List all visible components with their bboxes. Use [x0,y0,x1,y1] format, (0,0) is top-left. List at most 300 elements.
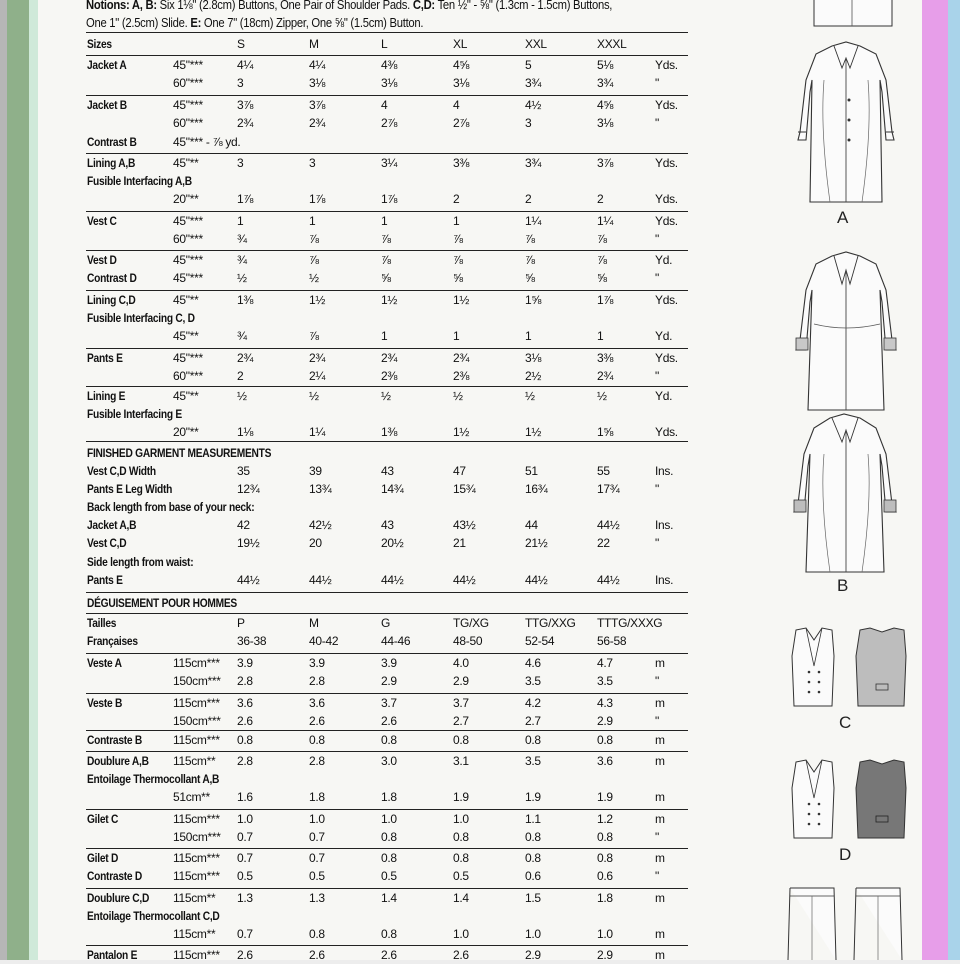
size-value: 1⅞ [237,192,254,206]
size-value: 2.9 [453,674,469,688]
size-value: 2.8 [309,754,325,768]
size-value: 1⅜ [237,293,254,307]
section-heading: DÉGUISEMENT POUR HOMMES [87,596,237,610]
size-value: 2.6 [381,714,397,728]
size-value: 2.6 [309,714,325,728]
row-label: Lining A,B [87,156,136,170]
unit: Ins. [655,518,674,532]
fabric-width: 150cm*** [173,714,221,728]
notions-lead-ab: Notions: A, B: [86,0,157,12]
unit: Yds. [655,98,678,112]
size-value: 0.5 [381,869,397,883]
size-value: M [309,616,319,630]
size-value: 1 [237,214,244,228]
jacket-b-sketch [786,412,904,578]
row-label: Contrast B [87,135,137,149]
size-value: 2¾ [237,351,254,365]
size-value: ½ [453,389,463,403]
row-label: Entoilage Thermocollant A,B [87,772,220,786]
unit: Ins. [655,573,674,587]
row-label: Lining E [87,389,126,403]
size-value: 0.8 [453,830,469,844]
row-label: Veste B [87,696,123,710]
size-value: ½ [309,389,319,403]
row-label: Contraste D [87,869,143,883]
row-label: Sizes [87,37,112,51]
size-value: 0.7 [309,830,325,844]
size-value: 44½ [597,518,620,532]
metrage-row [0,731,960,749]
size-value: 2¾ [453,351,470,365]
unit: Yds. [655,192,678,206]
size-value: XL [453,37,468,51]
size-value: G [381,616,391,630]
size-value: 3.7 [381,696,397,710]
size-value: 2¾ [309,116,326,130]
view-letter-b: B [837,576,849,595]
size-value: TTG/XXG [525,616,576,630]
size-value: 3⅛ [381,76,398,90]
size-value: TG/XG [453,616,489,630]
size-value: 1.3 [237,891,253,905]
size-value: ⅞ [309,253,319,267]
size-value: 3⅛ [309,76,326,90]
size-value: 1.8 [381,790,397,804]
unit: m [655,812,665,826]
table-divider [86,592,688,593]
size-value: 1½ [309,293,326,307]
size-value: 2.9 [597,714,613,728]
size-value: 2⅞ [381,116,398,130]
size-value: 1.0 [597,927,613,941]
size-value: 0.6 [597,869,613,883]
size-value: 3.7 [453,696,469,710]
pants-e-sketch [784,884,908,960]
size-value: 1 [525,329,532,343]
unit: " [655,232,659,246]
size-value: 51 [525,464,538,478]
size-value: 3¾ [597,76,614,90]
size-value: 2.6 [237,948,253,962]
notions-text [86,0,644,32]
size-value: 4.0 [453,656,469,670]
size-value: 3.6 [237,696,253,710]
size-value: ⅞ [309,329,319,343]
size-value: 3.9 [381,656,397,670]
section-heading: FINISHED GARMENT MEASUREMENTS [87,446,272,460]
size-value: 21 [453,536,466,550]
size-value: 44-46 [381,634,411,648]
size-value: 2.6 [381,948,397,962]
unit: Yds. [655,214,678,228]
fabric-width: 45"*** [173,98,203,112]
unit: Yd. [655,389,673,403]
row-label: Françaises [87,634,138,648]
size-value: 3.5 [525,674,541,688]
size-value: 0.7 [309,851,325,865]
size-value: ⅞ [453,232,463,246]
size-value: 16¾ [525,482,548,496]
size-value: 1½ [525,425,542,439]
size-value: 3⅛ [597,116,614,130]
size-value: ½ [309,271,319,285]
size-value: 3 [237,156,244,170]
fabric-width: 150cm*** [173,830,221,844]
row-label: Vest C,D Width [87,464,156,478]
size-value: 3⅞ [309,98,326,112]
unit: " [655,830,659,844]
size-value: 48-50 [453,634,483,648]
view-letter-d: D [839,845,852,864]
size-value: ½ [597,389,607,403]
unit: " [655,714,659,728]
size-value: 2.8 [309,674,325,688]
size-value: 3¾ [525,76,542,90]
size-value: 1 [381,329,388,343]
row-label: Vest C,D [87,536,127,550]
fabric-width: 45"*** [173,58,203,72]
size-value: 56-58 [597,634,627,648]
size-value: 47 [453,464,466,478]
size-value: 1½ [381,293,398,307]
size-value: 3.5 [597,674,613,688]
size-value: 1 [597,329,604,343]
size-value: 4.2 [525,696,541,710]
metrage-row [0,867,960,885]
unit: m [655,851,665,865]
fabric-width: 51cm** [173,790,210,804]
size-value: 0.7 [237,830,253,844]
size-value: 0.8 [381,733,397,747]
unit: " [655,271,659,285]
size-value: ⅞ [525,232,535,246]
metrage-row [0,849,960,867]
size-value: 21½ [525,536,548,550]
unit: " [655,369,659,383]
notions-lead-cd: C,D: [412,0,435,12]
size-value: 3.6 [597,754,613,768]
view-letter-a: A [837,208,849,227]
notions-ab: Six 1⅛" (2.8cm) Buttons, One Pair of Shoulder Pads. [156,0,413,12]
size-value: 0.8 [309,927,325,941]
size-value: 43 [381,464,394,478]
size-value: 3⅛ [525,351,542,365]
fabric-width: 115cm*** [173,733,220,747]
size-value: 1.8 [309,790,325,804]
size-value: 2 [453,192,460,206]
size-value: 3.5 [525,754,541,768]
row-label: Pants E Leg Width [87,482,173,496]
size-value: 2 [237,369,244,383]
jacket-top-sketch [808,0,898,28]
size-value: 4.3 [597,696,613,710]
size-value: 1.0 [237,812,253,826]
size-value: ½ [381,389,391,403]
fabric-width: 45"*** [173,253,203,267]
size-value: 1½ [453,425,470,439]
vest-c-sketch [784,626,908,710]
size-value: 2.9 [381,674,397,688]
size-value: 2.6 [237,714,253,728]
view-letter-c: C [839,713,852,732]
size-value: 0.5 [453,869,469,883]
size-value: ⅞ [381,232,391,246]
size-value: 3⅞ [597,156,614,170]
jacket-a-side-sketch [788,250,904,420]
row-label: Jacket B [87,98,127,112]
size-value: 52-54 [525,634,555,648]
size-value: ¾ [237,232,247,246]
unit: Yds. [655,156,678,170]
size-value: 43 [381,518,394,532]
size-value: 1⅞ [309,192,326,206]
row-label: Vest D [87,253,117,267]
fabric-width: 45"** [173,293,199,307]
size-value: ½ [237,389,247,403]
unit: m [655,754,665,768]
size-value: 1.0 [525,927,541,941]
size-value: L [381,37,388,51]
row-label: Contrast D [87,271,137,285]
size-value: 0.8 [597,733,613,747]
size-value: 1.0 [453,927,469,941]
fabric-width: 45"** [173,389,199,403]
size-value: 3 [237,76,244,90]
size-value: 1 [453,214,460,228]
size-value: 2¼ [309,369,326,383]
size-value: 36-38 [237,634,267,648]
row-label: Side length from waist: [87,555,194,569]
size-value: 14¾ [381,482,404,496]
size-value: 2.7 [525,714,541,728]
fabric-width: 45"*** [173,214,203,228]
unit: m [655,656,665,670]
unit: m [655,948,665,962]
size-value: 39 [309,464,322,478]
size-value: 2⅜ [453,369,470,383]
row-label: Fusible Interfacing A,B [87,174,192,188]
row-label: Lining C,D [87,293,136,307]
vest-d-sketch [784,758,908,842]
row-label: Doublure A,B [87,754,149,768]
notions-line-1 [86,0,644,14]
size-value: 2.9 [525,948,541,962]
size-value: 0.8 [525,851,541,865]
row-label: Gilet C [87,812,119,826]
size-value: 3 [309,156,316,170]
unit: " [655,536,659,550]
unit: m [655,891,665,905]
size-value: 1⅛ [237,425,254,439]
row-label: Tailles [87,616,117,630]
size-value: 1.6 [237,790,253,804]
fabric-width: 115cm** [173,754,216,768]
size-value: 3⅜ [597,351,614,365]
unit: Yds. [655,425,678,439]
row-label: Pants E [87,573,123,587]
size-value: 1.3 [309,891,325,905]
size-value: 2⅜ [381,369,398,383]
size-value: 0.8 [597,830,613,844]
size-value: 3⅞ [237,98,254,112]
size-value: 1¼ [309,425,326,439]
size-value: 44 [525,518,538,532]
size-value: 1.0 [453,812,469,826]
size-value: 4¼ [237,58,254,72]
size-value: 0.8 [453,733,469,747]
size-value: 3.9 [237,656,253,670]
size-value: 0.7 [237,851,253,865]
fabric-width: 115cm** [173,927,216,941]
row-label: Jacket A,B [87,518,137,532]
fabric-width: 60"*** [173,232,203,246]
size-value: ½ [525,389,535,403]
size-value: ¾ [237,253,247,267]
size-value: 1⅜ [381,425,398,439]
size-value: 2.6 [309,948,325,962]
size-value: 1.5 [525,891,541,905]
unit: m [655,733,665,747]
notions-lead-e: E: [190,16,202,30]
size-value: 1 [453,329,460,343]
size-value: ¾ [237,329,247,343]
size-value: 3⅜ [453,156,470,170]
size-value: 20½ [381,536,404,550]
size-value: 0.8 [453,851,469,865]
size-value: 1.0 [309,812,325,826]
size-value: ½ [237,271,247,285]
size-value: 2.8 [237,754,253,768]
notions-e: One 7" (18cm) Zipper, One ⅝" (1.5cm) Button. [201,16,424,30]
size-value: 5 [525,58,532,72]
size-value: 0.8 [309,733,325,747]
fabric-width: 20"** [173,192,199,206]
size-value: 0.5 [309,869,325,883]
unit: Yd. [655,329,673,343]
row-label: Pantalon E [87,948,138,962]
size-value: 35 [237,464,250,478]
metrage-row [0,712,960,730]
size-value: S [237,37,245,51]
size-value: M [309,37,319,51]
size-value: 0.8 [381,830,397,844]
size-value: 19½ [237,536,260,550]
size-value: 3.6 [309,696,325,710]
row-label: Fusible Interfacing C, D [87,311,195,325]
size-value: 22 [597,536,610,550]
french-heading [0,594,960,612]
size-value: 44½ [309,573,332,587]
unit: m [655,790,665,804]
unit: " [655,116,659,130]
size-value: 3.9 [309,656,325,670]
unit: Yds. [655,58,678,72]
unit: " [655,482,659,496]
unit: Ins. [655,464,674,478]
size-value: 1.9 [453,790,469,804]
size-value: 12¾ [237,482,260,496]
size-value: 1 [381,214,388,228]
size-value: 42 [237,518,250,532]
size-value: 0.8 [381,851,397,865]
size-value: 1.2 [597,812,613,826]
fabric-width: 115cm** [173,891,216,905]
size-value: 3¼ [381,156,398,170]
size-value: TTTG/XXXG [597,616,663,630]
size-value: 1.9 [597,790,613,804]
size-value: 1⅝ [597,425,614,439]
size-value: XXXL [597,37,627,51]
size-value: 15¾ [453,482,476,496]
size-value: 0.7 [237,927,253,941]
unit: m [655,927,665,941]
yardage-row [0,230,960,248]
notions-slide: One 1" (2.5cm) Slide. [86,16,191,30]
size-value: 3.0 [381,754,397,768]
size-value: 4⅝ [597,98,614,112]
unit: Yd. [655,253,673,267]
fabric-width: 60"*** [173,369,203,383]
size-value: 1.9 [525,790,541,804]
size-value: 42½ [309,518,332,532]
size-value: 4 [453,98,460,112]
row-label: Entoilage Thermocollant C,D [87,909,220,923]
size-value: ⅞ [453,253,463,267]
row-label: Fusible Interfacing E [87,407,182,421]
fabric-width: 60"*** [173,116,203,130]
size-value: ⅝ [597,271,607,285]
size-value: 2¾ [309,351,326,365]
size-value: XXL [525,37,547,51]
size-value: 1.1 [525,812,541,826]
jacket-a-sketch [790,40,902,210]
size-value: 44½ [453,573,476,587]
size-value: 2 [525,192,532,206]
fabric-width: 115cm*** [173,948,220,962]
size-value: 0.8 [597,851,613,865]
size-value: 0.8 [237,733,253,747]
fabric-width: 45"** [173,156,199,170]
size-value: 2.8 [237,674,253,688]
table-divider [86,441,688,442]
size-value: 4.7 [597,656,613,670]
size-value: 2¾ [237,116,254,130]
size-value: 3 [525,116,532,130]
size-value: 2½ [525,369,542,383]
size-value: 5⅛ [597,58,614,72]
row-label: Vest C [87,214,117,228]
table-divider [86,32,688,33]
size-value: 2 [597,192,604,206]
row-label: Gilet D [87,851,119,865]
fabric-width: 45"** [173,329,199,343]
row-label: Pants E [87,351,123,365]
row-label: Contraste B [87,733,143,747]
row-label: Jacket A [87,58,127,72]
unit: Yds. [655,293,678,307]
size-value: 4¼ [309,58,326,72]
size-value: 0.8 [525,830,541,844]
size-value: 3⅛ [453,76,470,90]
size-value: 2.6 [453,948,469,962]
fabric-width: 115cm*** [173,696,220,710]
size-value: 1 [309,214,316,228]
size-value: ⅞ [309,232,319,246]
size-value: 1¼ [525,214,542,228]
size-value: 4½ [525,98,542,112]
size-value: ⅝ [453,271,463,285]
notions-cd: Ten ½" - ⅝" (1.3cm - 1.5cm) Buttons, [434,0,613,12]
